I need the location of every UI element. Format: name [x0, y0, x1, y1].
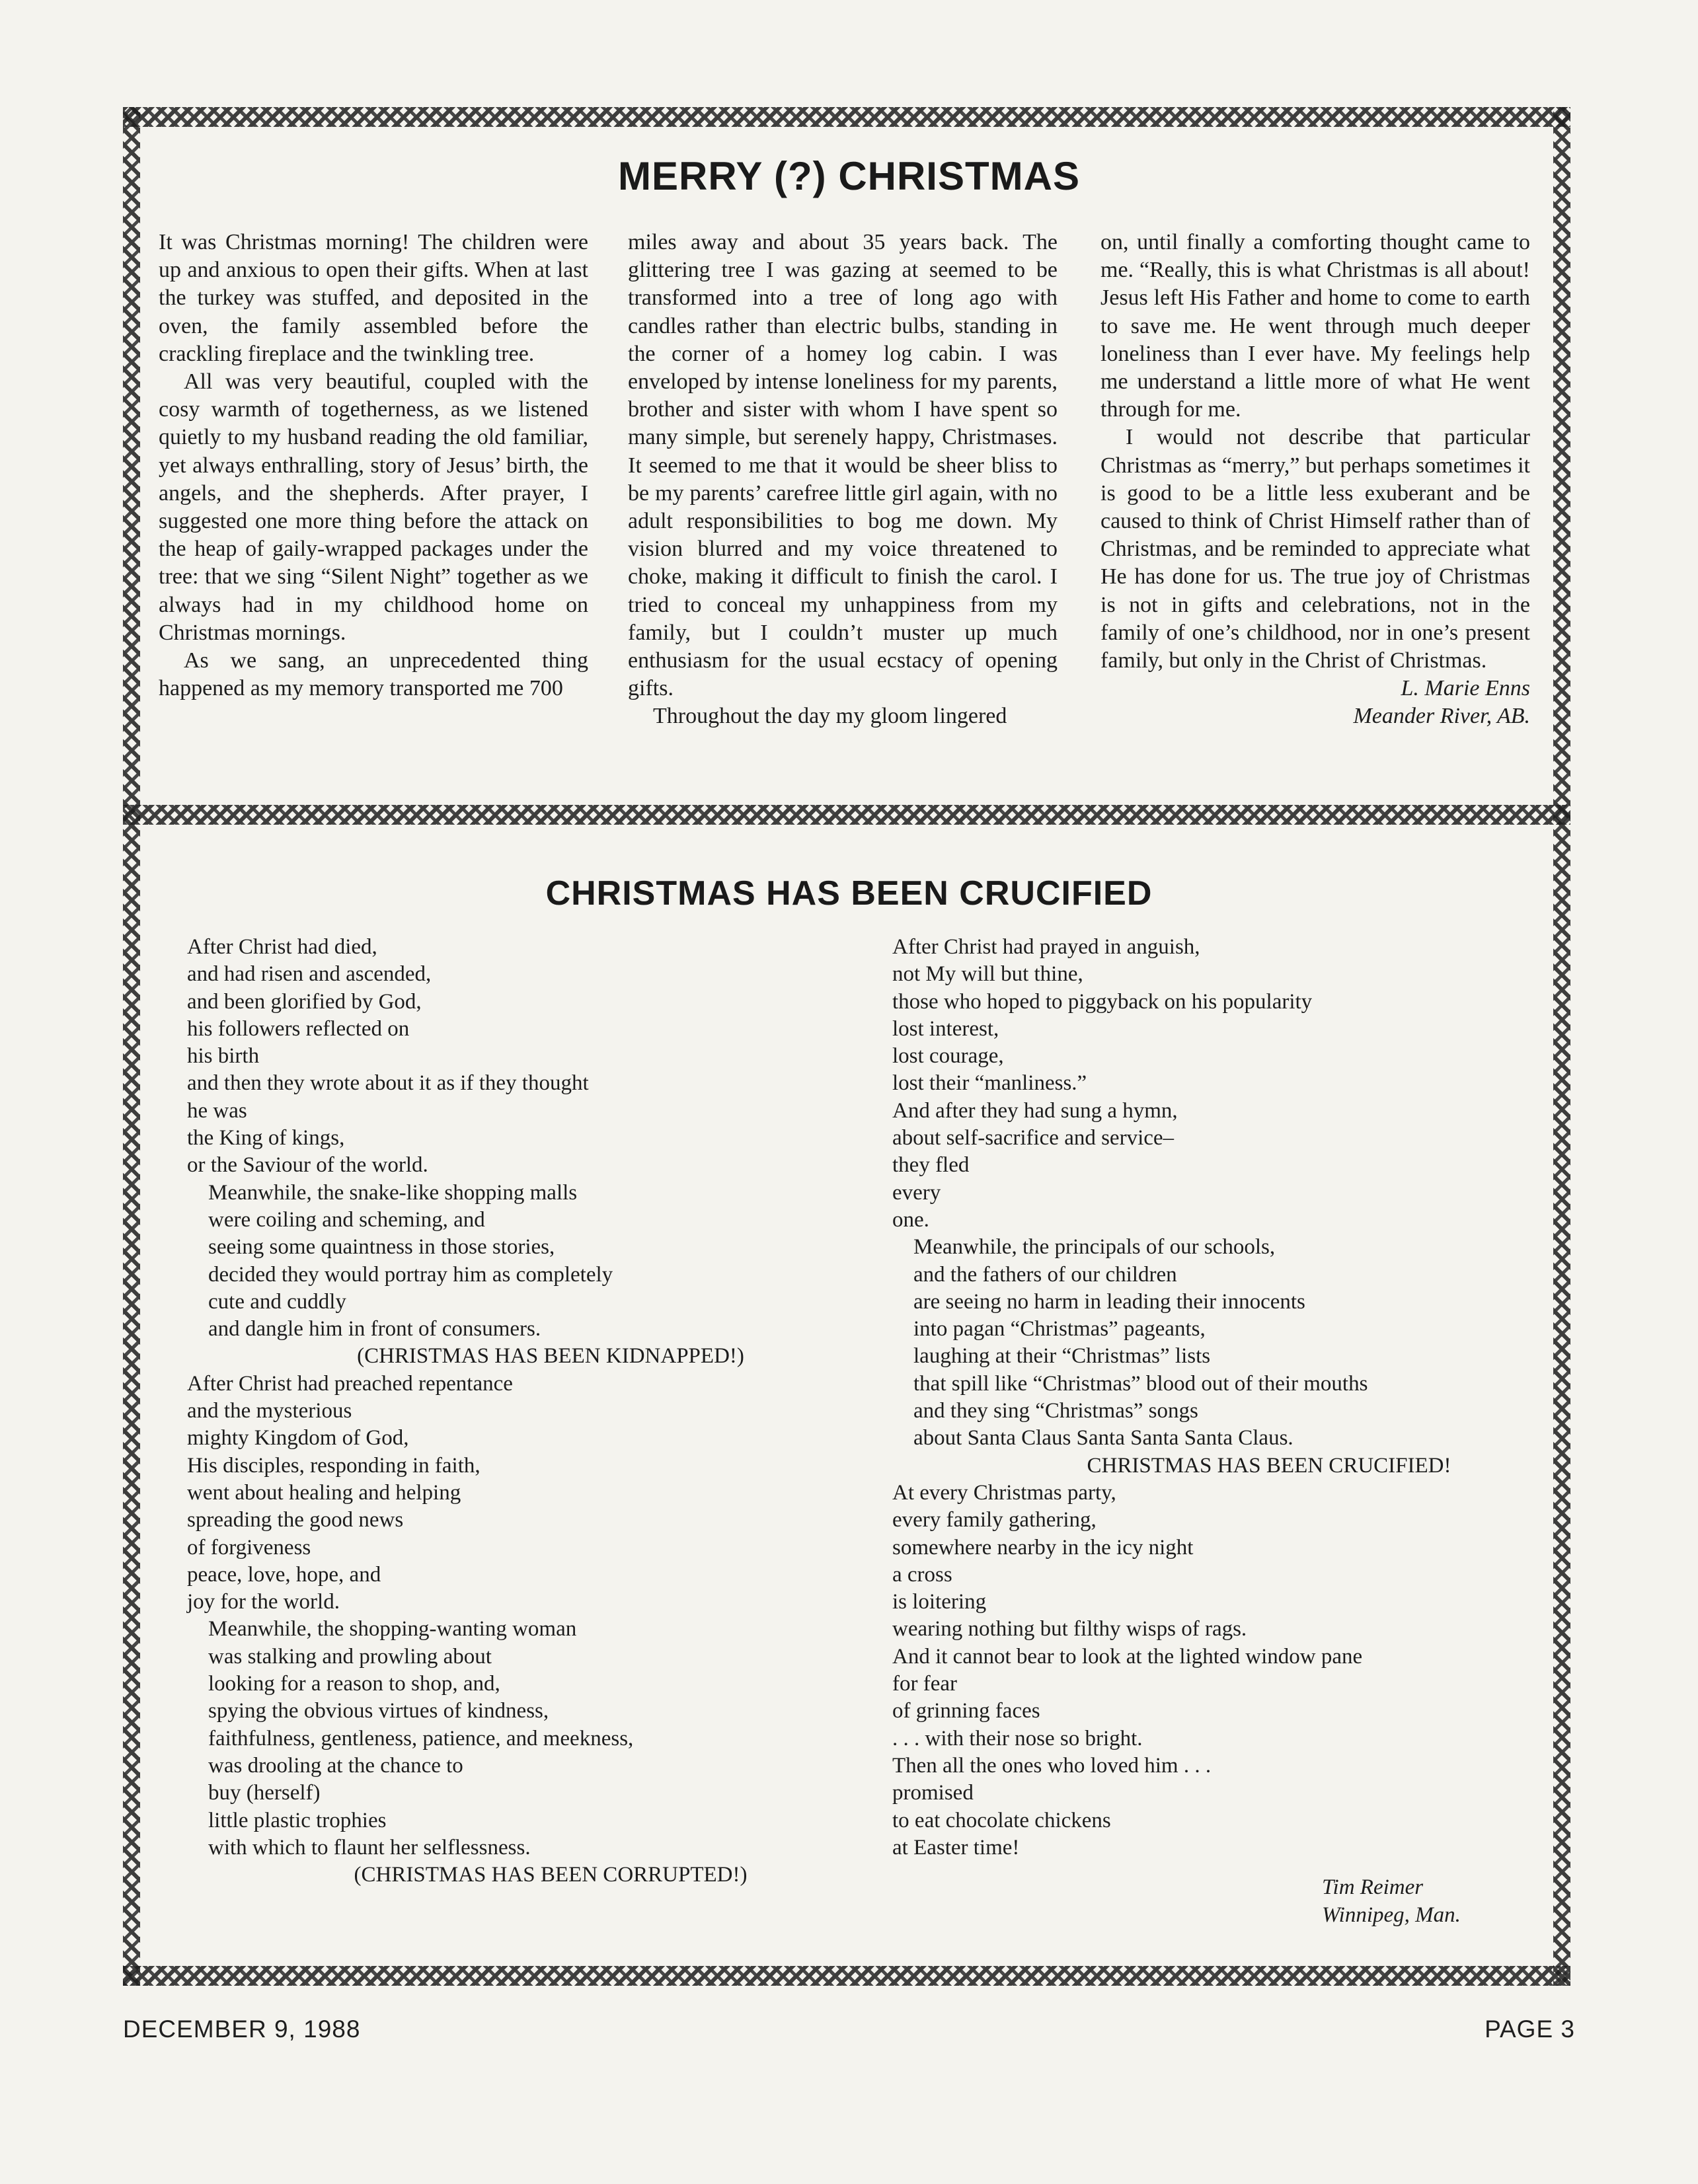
- poem-line: was stalking and prowling about: [208, 1644, 492, 1669]
- poem-line: After Christ had prayed in anguish,: [892, 935, 1200, 959]
- article1-column-3: [1100, 229, 1530, 731]
- poem-line: his followers reflected on: [187, 1016, 410, 1041]
- stanza: [187, 1371, 861, 1616]
- poem-line: Meanwhile, the principals of our schools,: [913, 1235, 1276, 1260]
- author-location: Meander River, AB.: [1353, 704, 1530, 729]
- poem-line: or the Saviour of the world.: [187, 1153, 428, 1178]
- poem-line: that spill like “Christmas” blood out of their mouths: [913, 1371, 1368, 1396]
- paragraph: Throughout the day my gloom lingered: [653, 704, 1007, 729]
- poem-line: decided they would portray him as completely: [208, 1262, 613, 1287]
- poem-line: one.: [892, 1207, 929, 1232]
- poem-line: is loitering: [892, 1590, 987, 1614]
- poem-line: about self-sacrifice and service–: [892, 1126, 1175, 1150]
- poem-line: cute and cuddly: [208, 1289, 346, 1314]
- poem-line: into pagan “Christmas” pageants,: [913, 1317, 1206, 1341]
- footer-page-number: PAGE 3: [1485, 2015, 1575, 2043]
- poem-line: was drooling at the chance to: [208, 1753, 463, 1778]
- poem-line: those who hoped to piggyback on his popularity: [892, 989, 1313, 1014]
- poem-line: promised: [892, 1781, 974, 1805]
- poem-line: at Easter time!: [892, 1835, 1020, 1860]
- poem-line: little plastic trophies: [208, 1808, 387, 1832]
- poem-line: of grinning faces: [892, 1699, 1040, 1723]
- poem-line: they fled: [892, 1153, 970, 1178]
- poem-line: not My will but thine,: [892, 962, 1083, 987]
- poem-line: spying the obvious virtues of kindness,: [208, 1699, 549, 1723]
- article-title-merry-christmas: MERRY (?) CHRISTMAS: [618, 154, 1080, 198]
- poem-line: his birth: [187, 1044, 260, 1069]
- poem-line: are seeing no harm in leading their innocents: [913, 1289, 1305, 1314]
- poem-line: somewhere nearby in the icy night: [892, 1535, 1194, 1560]
- poem-line: mighty Kingdom of God,: [187, 1426, 409, 1450]
- author-name: Tim Reimer: [1322, 1875, 1424, 1899]
- poem-line: lost interest,: [892, 1016, 999, 1041]
- left-border: [123, 107, 140, 1986]
- poem-line: And after they had sung a hymn,: [892, 1098, 1178, 1123]
- stanza: [892, 1480, 1566, 1862]
- poem-right-column: [892, 934, 1566, 1862]
- paragraph: miles away and about 35 years back. The glittering tree I was gazing at seemed to be transformed into a tree of long ago with candles rather than electric bulbs, standing in the corner of a homey log cabin. I was enveloped by intense loneliness for my parents, brother and sister with whom I have spent so many simple, but serenely happy, Christmases. It seemed to me that it would be sheer bliss to be my parents’ carefree little girl again, with no adult responsibilities to bog me down. My vision blurred and my voice threatened to choke, making it difficult to finish the carol. I tried to conceal my unhappiness from my family, but I couldn’t muster up much enthusiasm for the usual ecstacy of opening gifts.: [628, 230, 1058, 701]
- poem-line: peace, love, hope, and: [187, 1562, 381, 1587]
- stanza: [892, 934, 1566, 1234]
- poem-line: lost courage,: [892, 1044, 1004, 1069]
- poem-line: and they sing “Christmas” songs: [913, 1399, 1198, 1423]
- poem-line: faithfulness, gentleness, patience, and meekness,: [208, 1726, 634, 1751]
- poem-line: At every Christmas party,: [892, 1480, 1116, 1505]
- poem-line: lost their “manliness.”: [892, 1071, 1087, 1096]
- refrain-kidnapped: (CHRISTMAS HAS BEEN KIDNAPPED!): [357, 1344, 744, 1369]
- poem-line: with which to flaunt her selflessness.: [208, 1835, 531, 1860]
- author-name: L. Marie Enns: [1401, 676, 1530, 701]
- poem-line: . . . with their nose so bright.: [892, 1726, 1143, 1751]
- poem-line: and dangle him in front of consumers.: [208, 1317, 541, 1341]
- stanza: [892, 1234, 1566, 1452]
- poem-line: laughing at their “Christmas” lists: [913, 1344, 1211, 1369]
- poem-line: every: [892, 1180, 941, 1205]
- poem-line: After Christ had died,: [187, 935, 377, 959]
- poem-line: of forgiveness: [187, 1535, 311, 1560]
- poem-line: and the fathers of our children: [913, 1262, 1177, 1287]
- poem-line: the King of kings,: [187, 1126, 345, 1150]
- poem-signature: [1322, 1873, 1461, 1929]
- poem-line: to eat chocolate chickens: [892, 1808, 1111, 1832]
- poem-line: And it cannot bear to look at the lighted window pane: [892, 1644, 1363, 1669]
- article1-column-1: [159, 229, 588, 702]
- poem-line: and the mysterious: [187, 1399, 352, 1423]
- stanza: [187, 934, 861, 1180]
- refrain-crucified: CHRISTMAS HAS BEEN CRUCIFIED!: [1087, 1453, 1451, 1478]
- poem-line: for fear: [892, 1672, 958, 1696]
- paragraph: All was very beautiful, coupled with the cosy warmth of togetherness, as we listened quietly to my husband reading the old familiar, yet always enthralling, story of Jesus’ birth, the angels, and the shepherds. After prayer, I suggested one more thing before the attack on the heap of gaily-wrapped packages under the tree: that we sing “Silent Night” together as we always had in my childhood home on Christmas mornings.: [159, 369, 588, 645]
- middle-border: [123, 805, 1570, 825]
- poem-line: went about healing and helping: [187, 1480, 461, 1505]
- poem-line: After Christ had preached repentance: [187, 1371, 513, 1396]
- refrain-corrupted: (CHRISTMAS HAS BEEN CORRUPTED!): [354, 1863, 748, 1887]
- paragraph: I would not describe that particular Christmas as “merry,” but perhaps sometimes it is good to be a little less exuberant and be caused to think of Christ Himself rather than of Christmas, and be reminded to appreciate what He has done for us. The true joy of Christmas is not in gifts and celebrations, not in the family of one’s childhood, nor in one’s present family, but only in the Christ of Christmas.: [1100, 425, 1530, 673]
- poem-line: about Santa Claus Santa Santa Santa Claus.: [913, 1426, 1293, 1450]
- poem-line: Meanwhile, the shopping-wanting woman: [208, 1617, 577, 1641]
- poem-line: and then they wrote about it as if they thought: [187, 1071, 589, 1096]
- poem-title-christmas-has-been-crucified: CHRISTMAS HAS BEEN CRUCIFIED: [545, 874, 1153, 913]
- poem-line: were coiling and scheming, and: [208, 1207, 485, 1232]
- poem-line: and had risen and ascended,: [187, 962, 432, 987]
- author-location: Winnipeg, Man.: [1322, 1903, 1461, 1927]
- bottom-border: [123, 1966, 1570, 1986]
- poem-line: His disciples, responding in faith,: [187, 1453, 481, 1478]
- stanza: [187, 1616, 861, 1862]
- poem-line: joy for the world.: [187, 1590, 340, 1614]
- poem-line: seeing some quaintness in those stories,: [208, 1235, 555, 1260]
- poem-line: and been glorified by God,: [187, 989, 422, 1014]
- poem-line: Meanwhile, the snake-like shopping malls: [208, 1180, 578, 1205]
- poem-line: buy (herself): [208, 1781, 321, 1805]
- poem-line: he was: [187, 1098, 247, 1123]
- top-border: [123, 107, 1570, 127]
- poem-line: spreading the good news: [187, 1508, 404, 1532]
- poem-line: every family gathering,: [892, 1508, 1097, 1532]
- paragraph: As we sang, an unprecedented thing happened as my memory transported me 700: [159, 648, 588, 701]
- stanza: [187, 1180, 861, 1343]
- article1-column-2: [628, 229, 1058, 731]
- paragraph: It was Christmas morning! The children were up and anxious to open their gifts. When at last the turkey was stuffed, and deposited in the oven, the family assembled before the crackling fireplace and the twinkling tree.: [159, 230, 588, 366]
- poem-line: looking for a reason to shop, and,: [208, 1672, 500, 1696]
- poem-left-column: [187, 934, 861, 1889]
- footer-date: DECEMBER 9, 1988: [123, 2015, 361, 2043]
- poem-line: wearing nothing but filthy wisps of rags.: [892, 1617, 1247, 1641]
- poem-line: a cross: [892, 1562, 952, 1587]
- paragraph: on, until finally a comforting thought came to me. “Really, this is what Christmas is all about! Jesus left His Father and home to come to earth to save me. He went through much deeper loneliness than I ever have. My feelings help me understand a little more of what He went through for me.: [1100, 230, 1530, 422]
- poem-line: Then all the ones who loved him . . .: [892, 1753, 1212, 1778]
